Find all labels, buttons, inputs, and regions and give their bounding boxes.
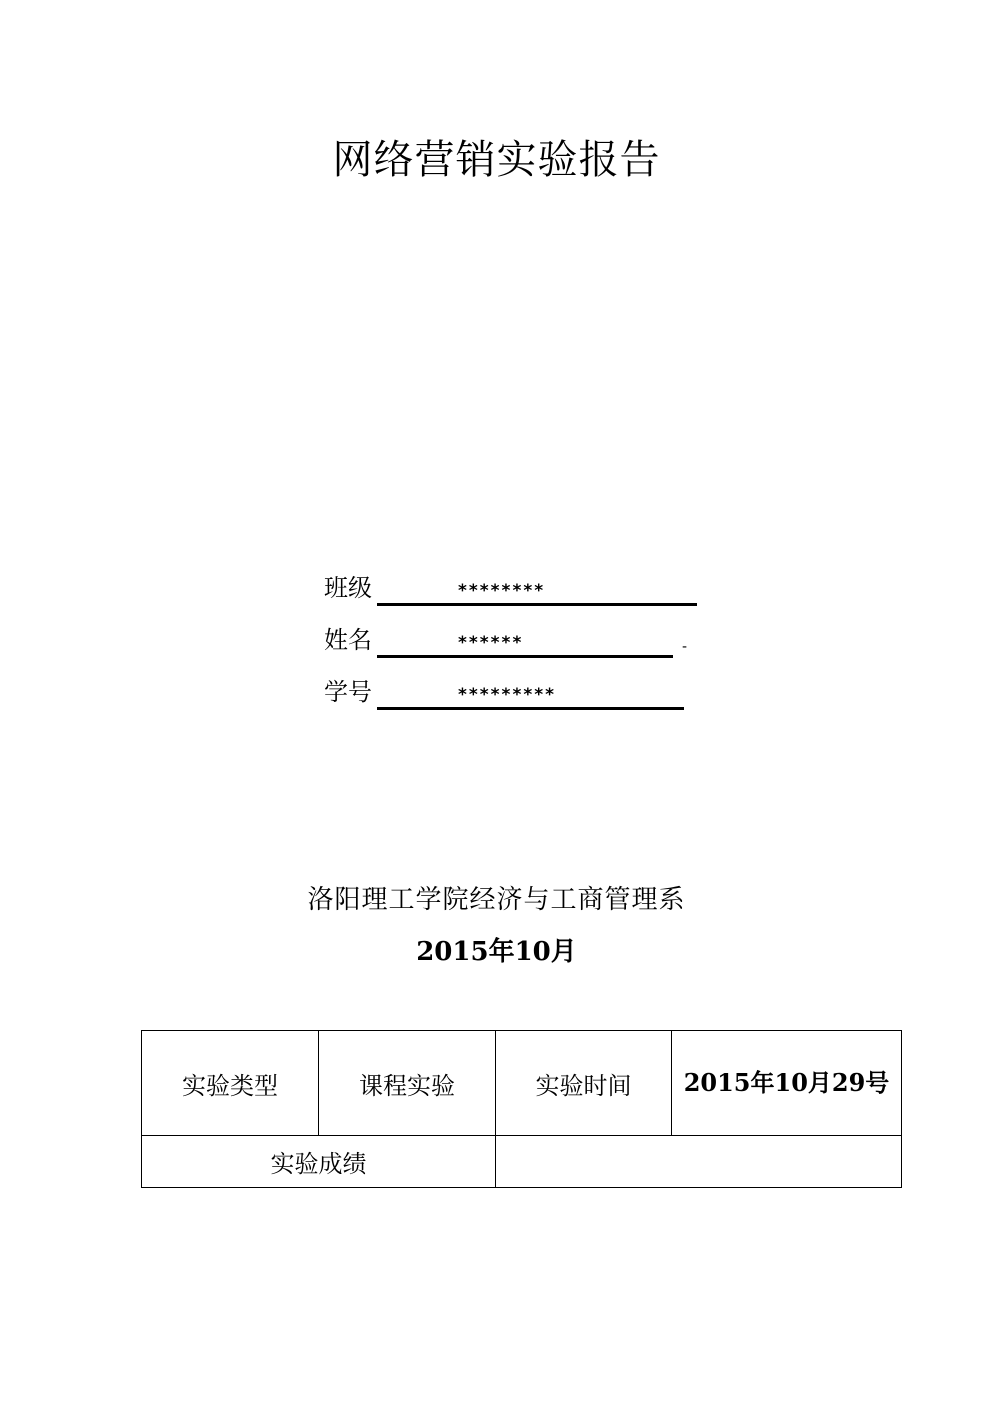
student-id-value: *********	[458, 685, 557, 705]
name-value: ******	[458, 633, 524, 653]
experiment-time-cell	[672, 1031, 902, 1136]
student-id-label: 学号	[324, 678, 372, 706]
class-value: ********	[458, 581, 546, 601]
name-underline	[377, 625, 673, 658]
report-title: 网络营销实验报告	[332, 137, 661, 183]
institution-name: 洛阳理工学院经济与工商管理系	[307, 885, 686, 915]
experiment-score-value	[496, 1136, 902, 1188]
table-row	[142, 1031, 902, 1136]
name-label: 姓名	[324, 626, 372, 654]
experiment-score-label: 实验成绩	[142, 1136, 496, 1188]
experiment-type-value: 课程实验	[319, 1031, 496, 1136]
experiment-type-label: 实验类型	[142, 1031, 319, 1136]
report-date: 2015年10月	[416, 937, 577, 967]
name-trailing-mark: -	[682, 639, 688, 655]
experiment-time-label: 实验时间	[496, 1031, 672, 1136]
table-row	[142, 1136, 902, 1188]
experiment-info-table	[141, 1030, 902, 1188]
class-label: 班级	[324, 574, 372, 602]
experiment-time-value: 2015年10月29号	[683, 1068, 890, 1097]
